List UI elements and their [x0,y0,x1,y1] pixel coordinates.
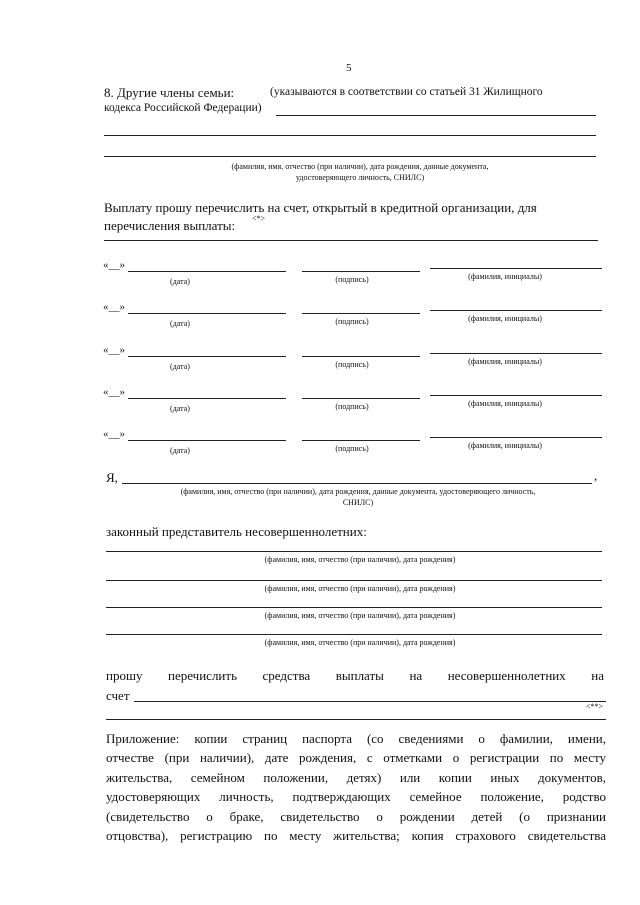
transfer-word-1: прошу [106,668,143,683]
family-members-field-3[interactable] [104,156,596,157]
name-field[interactable] [430,395,602,396]
minor-caption: (фамилия, имя, отчество (при наличии), дата рождения) [264,555,456,564]
date-field[interactable] [128,271,286,272]
date-quote: «__» [103,428,125,440]
appendix-line: удостоверяющих личность, подтверждающих семейное положение, родство [106,789,606,805]
name-caption: (фамилия, инициалы) [468,441,542,450]
signature-caption: (подпись) [335,402,369,411]
family-members-caption-2: удостоверяющего личность, СНИЛС) [295,173,425,182]
minor-name-field[interactable] [106,580,602,581]
payment-instruction-line-1: Выплату прошу перечислить на счет, открытый в кредитной организации, для [104,200,537,215]
date-field[interactable] [128,313,286,314]
date-caption: (дата) [170,404,190,413]
minor-name-field[interactable] [106,634,602,635]
date-caption: (дата) [170,362,190,371]
appendix-line: жительства, семейном положении, детях) или копии иных документов, [106,769,606,785]
transfer-word-7: на [591,668,604,683]
transfer-instruction [106,668,604,684]
signature-caption: (подпись) [335,360,369,369]
signature-caption: (подпись) [335,444,369,453]
signature-field[interactable] [302,313,420,314]
minor-caption: (фамилия, имя, отчество (при наличии), дата рождения) [264,611,456,620]
appendix-line: Приложение: копии страниц паспорта (со сведениями о фамилии, имени, [106,731,606,746]
account-label: счет [106,688,130,703]
page-number: 5 [346,62,352,74]
signature-caption: (подпись) [335,275,369,284]
date-quote: «__» [103,386,125,398]
signature-field[interactable] [302,398,420,399]
transfer-footnote-marker: <**> [586,702,604,711]
section-8-heading: 8. Другие члены семьи: [104,85,235,100]
name-caption: (фамилия, инициалы) [468,272,542,281]
minor-caption: (фамилия, имя, отчество (при наличии), дата рождения) [264,584,456,593]
transfer-word-4: выплаты [335,668,384,683]
date-field[interactable] [128,356,286,357]
declarant-name-field[interactable] [122,483,592,484]
date-quote: «__» [103,259,125,271]
signature-field[interactable] [302,440,420,441]
date-field[interactable] [128,440,286,441]
declarant-suffix: , [594,468,598,483]
minor-name-field[interactable] [106,551,602,552]
section-8-reference-cont: кодекса Российской Федерации) [104,102,262,114]
date-field[interactable] [128,398,286,399]
date-caption: (дата) [170,446,190,455]
date-quote: «__» [103,301,125,313]
name-field[interactable] [430,353,602,354]
signature-caption: (подпись) [335,317,369,326]
declarant-prefix: Я, [106,470,118,485]
family-members-field-1[interactable] [276,115,596,116]
payment-footnote-marker: <*> [252,214,266,223]
name-caption: (фамилия, инициалы) [468,314,542,323]
date-caption: (дата) [170,277,190,286]
signature-field[interactable] [302,271,420,272]
declarant-caption-2: СНИЛС) [342,498,374,507]
minors-account-field-1[interactable] [134,701,606,702]
appendix-line: (свидетельство о браке, свидетельство о рождении детей (о признании [106,808,606,824]
transfer-word-5: на [409,668,423,683]
name-field[interactable] [430,310,602,311]
date-quote: «__» [103,344,125,356]
section-8-reference: (указываются в соответствии со статьей 31 Жилищного [270,86,543,98]
appendix-text [106,729,606,845]
minor-name-field[interactable] [106,607,602,608]
transfer-word-3: средства [262,668,311,683]
appendix-line: отчестве (при наличии), дате рождения, с отметками о регистрации по месту [106,750,606,766]
name-field[interactable] [430,437,602,438]
payment-instruction-line-2: перечисления выплаты: [104,218,236,233]
family-members-caption-1: (фамилия, имя, отчество (при наличии), дата рождения, данные документа, [231,162,489,171]
appendix-line: отцовства), регистрацию по месту жительства; копия страхового свидетельства [106,828,606,844]
minor-caption: (фамилия, имя, отчество (при наличии), дата рождения) [264,638,456,647]
date-caption: (дата) [170,319,190,328]
name-field[interactable] [430,268,602,269]
transfer-word-6: несовершеннолетних [447,668,566,683]
representative-title: законный представитель несовершеннолетних: [106,524,367,539]
name-caption: (фамилия, инициалы) [468,357,542,366]
minors-account-field-2[interactable] [106,719,606,720]
declarant-caption-1: (фамилия, имя, отчество (при наличии), дата рождения, данные документа, удостоверяющего личность, [180,487,536,496]
signature-field[interactable] [302,356,420,357]
transfer-word-2: перечислить [168,668,237,683]
name-caption: (фамилия, инициалы) [468,399,542,408]
family-members-field-2[interactable] [104,135,596,136]
bank-account-field[interactable] [104,240,598,241]
